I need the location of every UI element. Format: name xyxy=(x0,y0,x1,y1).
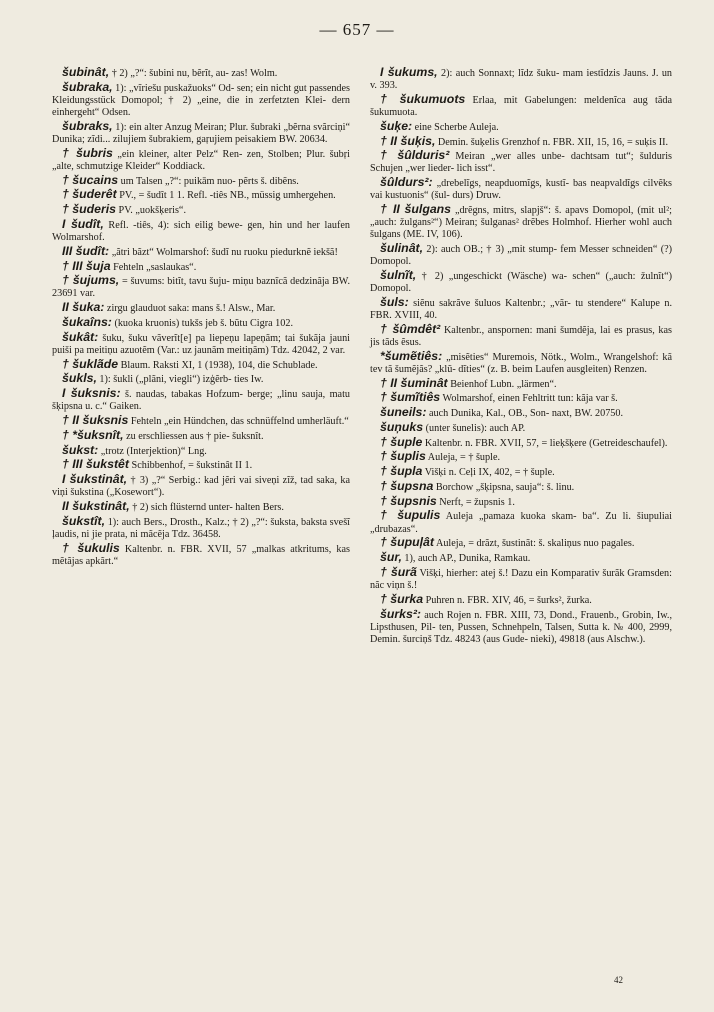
entry-headword: šûldurs²: xyxy=(380,175,433,190)
entry-text: Auleja, = drãzt, šustinãt: š. skaliņus nuo pagales. xyxy=(435,538,635,550)
entry-headword: † šuplis xyxy=(380,449,426,464)
entry-headword: šubraks, xyxy=(62,118,113,133)
dictionary-entry xyxy=(52,458,350,472)
entry-headword: † III šuja xyxy=(62,258,111,273)
entry-text: auch Dunika, Kal., OB., Son- naxt, BW. 20750. xyxy=(429,408,624,420)
dictionary-entry xyxy=(52,188,350,202)
dictionary-entry xyxy=(370,296,672,322)
entry-text: „drebelĩgs, neapduomĩgs, kustĩ- bas neapvaldĩgs cilvẽks vai kustuonis“ (šul- durs) Druw. xyxy=(370,178,672,202)
dictionary-entry xyxy=(370,135,672,149)
dictionary-entry xyxy=(52,331,350,357)
dictionary-entry xyxy=(52,387,350,413)
dictionary-entry xyxy=(52,542,350,568)
entry-headword: šubraka, xyxy=(62,79,113,94)
dictionary-entry xyxy=(370,93,672,119)
entry-text: Demin. šuķelis Grenzhof n. FBR. XII, 15, 16, = suķis II. xyxy=(437,136,669,148)
entry-text: Višķi, hierher: atej š.! Dazu ein Komparativ šurãk Gramsden: nãc viņn š.! xyxy=(370,567,672,592)
entry-headword: I šuksnis: xyxy=(62,386,121,401)
entry-headword: šulnĩt, xyxy=(380,268,417,283)
footer-number: 42 xyxy=(614,975,623,985)
dictionary-entry xyxy=(52,316,350,330)
entry-text: siẽnu sakrãve šuluos Kaltenbr.; „vãr- tu stendere“ Kalupe n. FBR. XVIII, 40. xyxy=(370,298,672,322)
entry-headword: † šupuļât xyxy=(380,535,434,550)
entry-headword: † šurka xyxy=(380,591,424,606)
entry-text: (kuoka kruonis) tukšs jeb š. bũtu Cigra 102. xyxy=(114,317,293,329)
entry-headword: šuņuks xyxy=(380,419,424,434)
dictionary-entry xyxy=(370,480,672,494)
entry-text: Kaltenbr. n. FBR. XVII, 57, = lieķšķere (Getreideschaufel). xyxy=(424,437,668,449)
entry-text: 1): ein alter Anzug Meiran; Plur. šubraki „bẽrna svãrciņi“ Dunika; zĩdi... zilujiem šubrakiem, gaŗujiem peisakiem BW. 20634. xyxy=(52,121,351,145)
entry-headword: † šupulis xyxy=(380,508,441,523)
entry-headword: šukât: xyxy=(62,329,99,344)
entry-headword: I šudît, xyxy=(62,216,104,231)
dictionary-entry xyxy=(370,465,672,479)
dictionary-entry xyxy=(52,218,350,244)
dictionary-entry xyxy=(52,473,350,499)
dictionary-entry xyxy=(370,323,672,349)
dictionary-entry xyxy=(370,176,672,202)
entry-text: zirgu glauduot saka: mans š.! Alsw., Mar. xyxy=(106,303,276,315)
entry-text: Erlaa, mit Gabelungen: meldenĩca aug tãda šukumuota. xyxy=(370,94,672,119)
entry-headword: III šudît: xyxy=(62,243,110,258)
dictionary-entry xyxy=(52,81,350,119)
entry-text: Nerft, = župsnis 1. xyxy=(439,496,515,508)
dictionary-entry xyxy=(52,500,350,514)
dictionary-entry xyxy=(52,301,350,315)
dictionary-entry xyxy=(370,350,672,376)
entry-text: 1): šukli („plãni, viegli“) izģẽrb- ties Iw. xyxy=(99,374,264,386)
entry-headword: šukaîns: xyxy=(62,314,112,329)
entry-headword: † šukulis xyxy=(62,540,120,555)
entry-headword: šurks²: xyxy=(380,606,422,621)
dictionary-entry xyxy=(370,203,672,241)
entry-headword: † II šuminât xyxy=(380,375,448,390)
entry-text: „trotz (Interjektion)“ Lng. xyxy=(100,445,207,457)
entry-text: Beienhof Lubn. „lärmen“. xyxy=(450,378,557,390)
entry-headword: šuķe: xyxy=(380,118,413,133)
entry-headword: šuneils: xyxy=(380,405,427,420)
entry-text: „ãtri bãzt“ Wolmarshof: šudĩ nu ruoku piedurknẽ iekšã! xyxy=(111,246,338,258)
dictionary-entry xyxy=(370,66,672,92)
entry-headword: šulinât, xyxy=(380,241,424,256)
entry-text: 1): „vĩriešu puskažuoks“ Od- sen; ein nicht gut passendes Kleidungsstück Domopol; † 2) „eine, die in zerfetzten Klei- dern einhergeht“ Odsen. xyxy=(52,82,351,119)
entry-headword: II šukstinât, xyxy=(62,498,130,513)
entry-text: š. naudas, tabakas Hofzum- berge; „linu sauja, matu šķipsna u. c.“ Gaiken. xyxy=(52,389,350,413)
dictionary-entry xyxy=(52,66,350,80)
entry-text: Auleja, = † šuple. xyxy=(427,452,501,464)
dictionary-entry xyxy=(52,414,350,428)
entry-headword: † šûmdêt² xyxy=(380,321,441,336)
entry-headword: † šujums, xyxy=(62,273,120,288)
entry-text: „ein kleiner, alter Pelz“ Ren- zen, Stolben; Plur. šubŗi „alte, schmutzige Kleider“ Koddiack. xyxy=(52,148,350,172)
entry-text: 2): auch Sonnaxt; lĩdz šuku- mam iestĩdzis Jauns. J. un v. 393. xyxy=(370,68,673,92)
entry-text: = šuvums: bitĩt, tavu šuju- miņu baznĩcã dedzinãja BW. 23691 var. xyxy=(52,276,351,300)
entry-text: um Talsen „?“: puikām nuo- pẽrts š. dibẽns. xyxy=(120,175,299,187)
entry-text: Refl. -tiês, 4): sich eilig bewe- gen, hin und her laufen Wolmarshof. xyxy=(52,219,350,244)
entry-headword: II šuka: xyxy=(62,300,105,315)
entry-text: Blaum. Raksti XI, 1 (1938), 104, die Schublade. xyxy=(120,359,318,371)
entry-text: Fehteln „saslaukas“. xyxy=(113,261,197,273)
entry-text: PV., = šudît 1 1. Refl. -tiês NB., müssig umhergehen. xyxy=(119,190,336,202)
dictionary-entry xyxy=(370,391,672,405)
dictionary-entry xyxy=(52,515,350,541)
dictionary-entry xyxy=(52,147,350,173)
entry-text: šuku, šuku vãverĩt[e] pa liepeņu lapeņãm; tai šukãja jauni puiši pa meitiņu azuotẽm (Var.: uz jaunãm meitiņãm) Tdz. 42042, 2 var. xyxy=(52,332,350,356)
entry-headword: šur, xyxy=(380,550,402,565)
entry-text: Schibbenhof, = šukstinât II 1. xyxy=(131,460,253,472)
dictionary-entry xyxy=(370,421,672,435)
entry-headword: † III šukstêt xyxy=(62,457,129,472)
dictionary-entry xyxy=(370,608,672,646)
entry-text: PV. „uokšķeris“. xyxy=(118,205,186,217)
entry-headword: † šuklãde xyxy=(62,356,119,371)
dictionary-entry xyxy=(52,174,350,188)
dictionary-entry xyxy=(370,120,672,134)
page-number: — 657 — xyxy=(319,20,395,39)
dictionary-entry xyxy=(52,444,350,458)
dictionary-entry xyxy=(52,203,350,217)
dictionary-entry xyxy=(370,436,672,450)
entry-headword: šukls, xyxy=(62,371,97,386)
entry-text: 1), auch AP., Dunika, Ramkau. xyxy=(404,553,531,565)
entry-headword: † šuple xyxy=(380,434,423,449)
dictionary-entry xyxy=(370,406,672,420)
entry-text: Wolmarshof, einen Fehltritt tun: kãja var š. xyxy=(442,393,618,405)
left-column xyxy=(52,66,350,568)
dictionary-entry xyxy=(370,450,672,464)
entry-text: † 2) „?“: šubini nu, bẽrĩt, au- zas! Wolm. xyxy=(111,68,278,79)
dictionary-entry xyxy=(370,536,672,550)
entry-text: Auleja „pamaza kuoka skam- ba“. Zu li. šiupuliai „drubazas“. xyxy=(370,511,672,535)
entry-text: (unter šunelis): auch AP. xyxy=(425,422,526,434)
dictionary-entry xyxy=(370,495,672,509)
entry-headword: I šukums, xyxy=(380,65,438,79)
entry-text: Puhren n. FBR. XIV, 46, = šurks², žurka. xyxy=(425,594,592,606)
dictionary-entry xyxy=(370,551,672,565)
dictionary-entry xyxy=(370,566,672,592)
entry-text: † 2) sich flüsternd unter- halten Bers. xyxy=(132,501,284,513)
entry-text: zu erschliessen aus † pie- šuksnît. xyxy=(126,430,264,442)
entry-text: † 3) „?“ Serbig.: kad jẽri vai siveņi zĩž, tad saka, ka viņi šukstina („Kosewort“). xyxy=(52,475,350,499)
dictionary-entry xyxy=(52,372,350,386)
dictionary-entry xyxy=(52,274,350,300)
dictionary-entry xyxy=(52,120,350,146)
entry-headword: † šubris xyxy=(62,145,113,160)
entry-text: „drẽgns, mitrs, slapjš“: š. apavs Domopol, (mit ul²; „auch: žulgans²“) Meiran; šulganas² drẽbes Holmhof. Hierher wohl auch šulgans (ME. IV, 106). xyxy=(370,205,673,241)
entry-headword: šubinât, xyxy=(62,65,110,79)
dictionary-entry xyxy=(370,377,672,391)
dictionary-entry xyxy=(52,429,350,443)
entry-headword: † šuderêt xyxy=(62,187,117,202)
dictionary-entry xyxy=(52,245,350,259)
entry-headword: † šucains xyxy=(62,172,119,187)
entry-text: Borchow „šķipsna, sauja“: š. linu. xyxy=(435,481,575,493)
entry-text: Kaltenbr., anspornen: mani šumdẽja, lai es prasus, kas jis tãds ẽsus. xyxy=(370,324,672,349)
entry-text: 1): auch Bers., Drosth., Kalz.; † 2) „?“: šuksta, baksta svešĩ ļaudis, ni jie prata, ni mãcẽja Tdz. 36458. xyxy=(52,516,350,540)
entry-headword: † II šulgans xyxy=(380,202,452,217)
entry-headword: † šupsna xyxy=(380,478,434,493)
dictionary-entry xyxy=(370,149,672,175)
entry-text: Kaltenbr. n. FBR. XVII, 57 „malkas atkritums, kas mẽtãjas apkãrt.“ xyxy=(52,543,350,567)
entry-headword: † šumĩtiês xyxy=(380,390,441,405)
entry-headword: šukstît, xyxy=(62,513,106,528)
entry-text: auch Rojen n. FBR. XIII, 73, Dond., Frauenb., Grobin, Iw., Lipsthusen, Pil- ten, Pussen, Schnehpeln, Talsen, Sutta k. № 400, 2999, Demin. šurciņš Tdz. 48243 (aus Gude- nieki), 49818 (aus Alschw.). xyxy=(370,609,673,645)
entry-text: eine Scherbe Auleja. xyxy=(414,121,499,133)
entry-text: 2): auch OB.; † 3) „mit stump- fem Messer schneiden“ (?) Domopol. xyxy=(370,244,673,268)
dictionary-entry xyxy=(370,509,672,535)
entry-headword: I šukstinât, xyxy=(62,472,128,486)
entry-headword: † šupla xyxy=(380,464,423,479)
entry-headword: šuls: xyxy=(380,295,409,309)
entry-text: Fehteln „ein Hündchen, das schnüffelnd umherläuft.“ xyxy=(130,416,349,427)
entry-headword: † *šuksnît, xyxy=(62,427,124,442)
dictionary-entry xyxy=(52,358,350,372)
dictionary-entry xyxy=(370,269,672,295)
entry-headword: † II šuķis, xyxy=(380,133,436,148)
dictionary-entry xyxy=(370,593,672,607)
entry-headword: † šurã xyxy=(380,564,417,579)
entry-headword: † šuderis xyxy=(62,202,116,217)
dictionary-entry xyxy=(370,242,672,268)
entry-text: Meiran „wer alles unbe- dachtsam tut“; šulduris Schujen „wer lieder- lich isst“. xyxy=(370,151,672,175)
entry-headword: † šukumuots xyxy=(380,91,466,106)
dictionary-entry xyxy=(52,260,350,274)
entry-text: „misẽties“ Muremois, Nötk., Wolm., Wrangelshof: kã tev tã šumẽjãs? „klũ- dĩties“ (z. B. beim Laufen ausgleiten) Renzen. xyxy=(370,351,672,375)
entry-headword: † šûlduris² xyxy=(380,148,450,163)
entry-headword: † II šuksnis xyxy=(62,413,129,427)
entry-text: Višķi n. Ceļi IX, 402, = † šuple. xyxy=(424,467,555,479)
entry-headword: † šupsnis xyxy=(380,493,437,508)
entry-headword: *šumẽtiês: xyxy=(380,348,443,363)
entry-text: † 2) „ungeschickt (Wäsche) wa- schen“ („auch: žulnĩt“) Domopol. xyxy=(370,271,672,295)
right-column xyxy=(370,66,672,647)
entry-headword: šukst: xyxy=(62,442,99,457)
